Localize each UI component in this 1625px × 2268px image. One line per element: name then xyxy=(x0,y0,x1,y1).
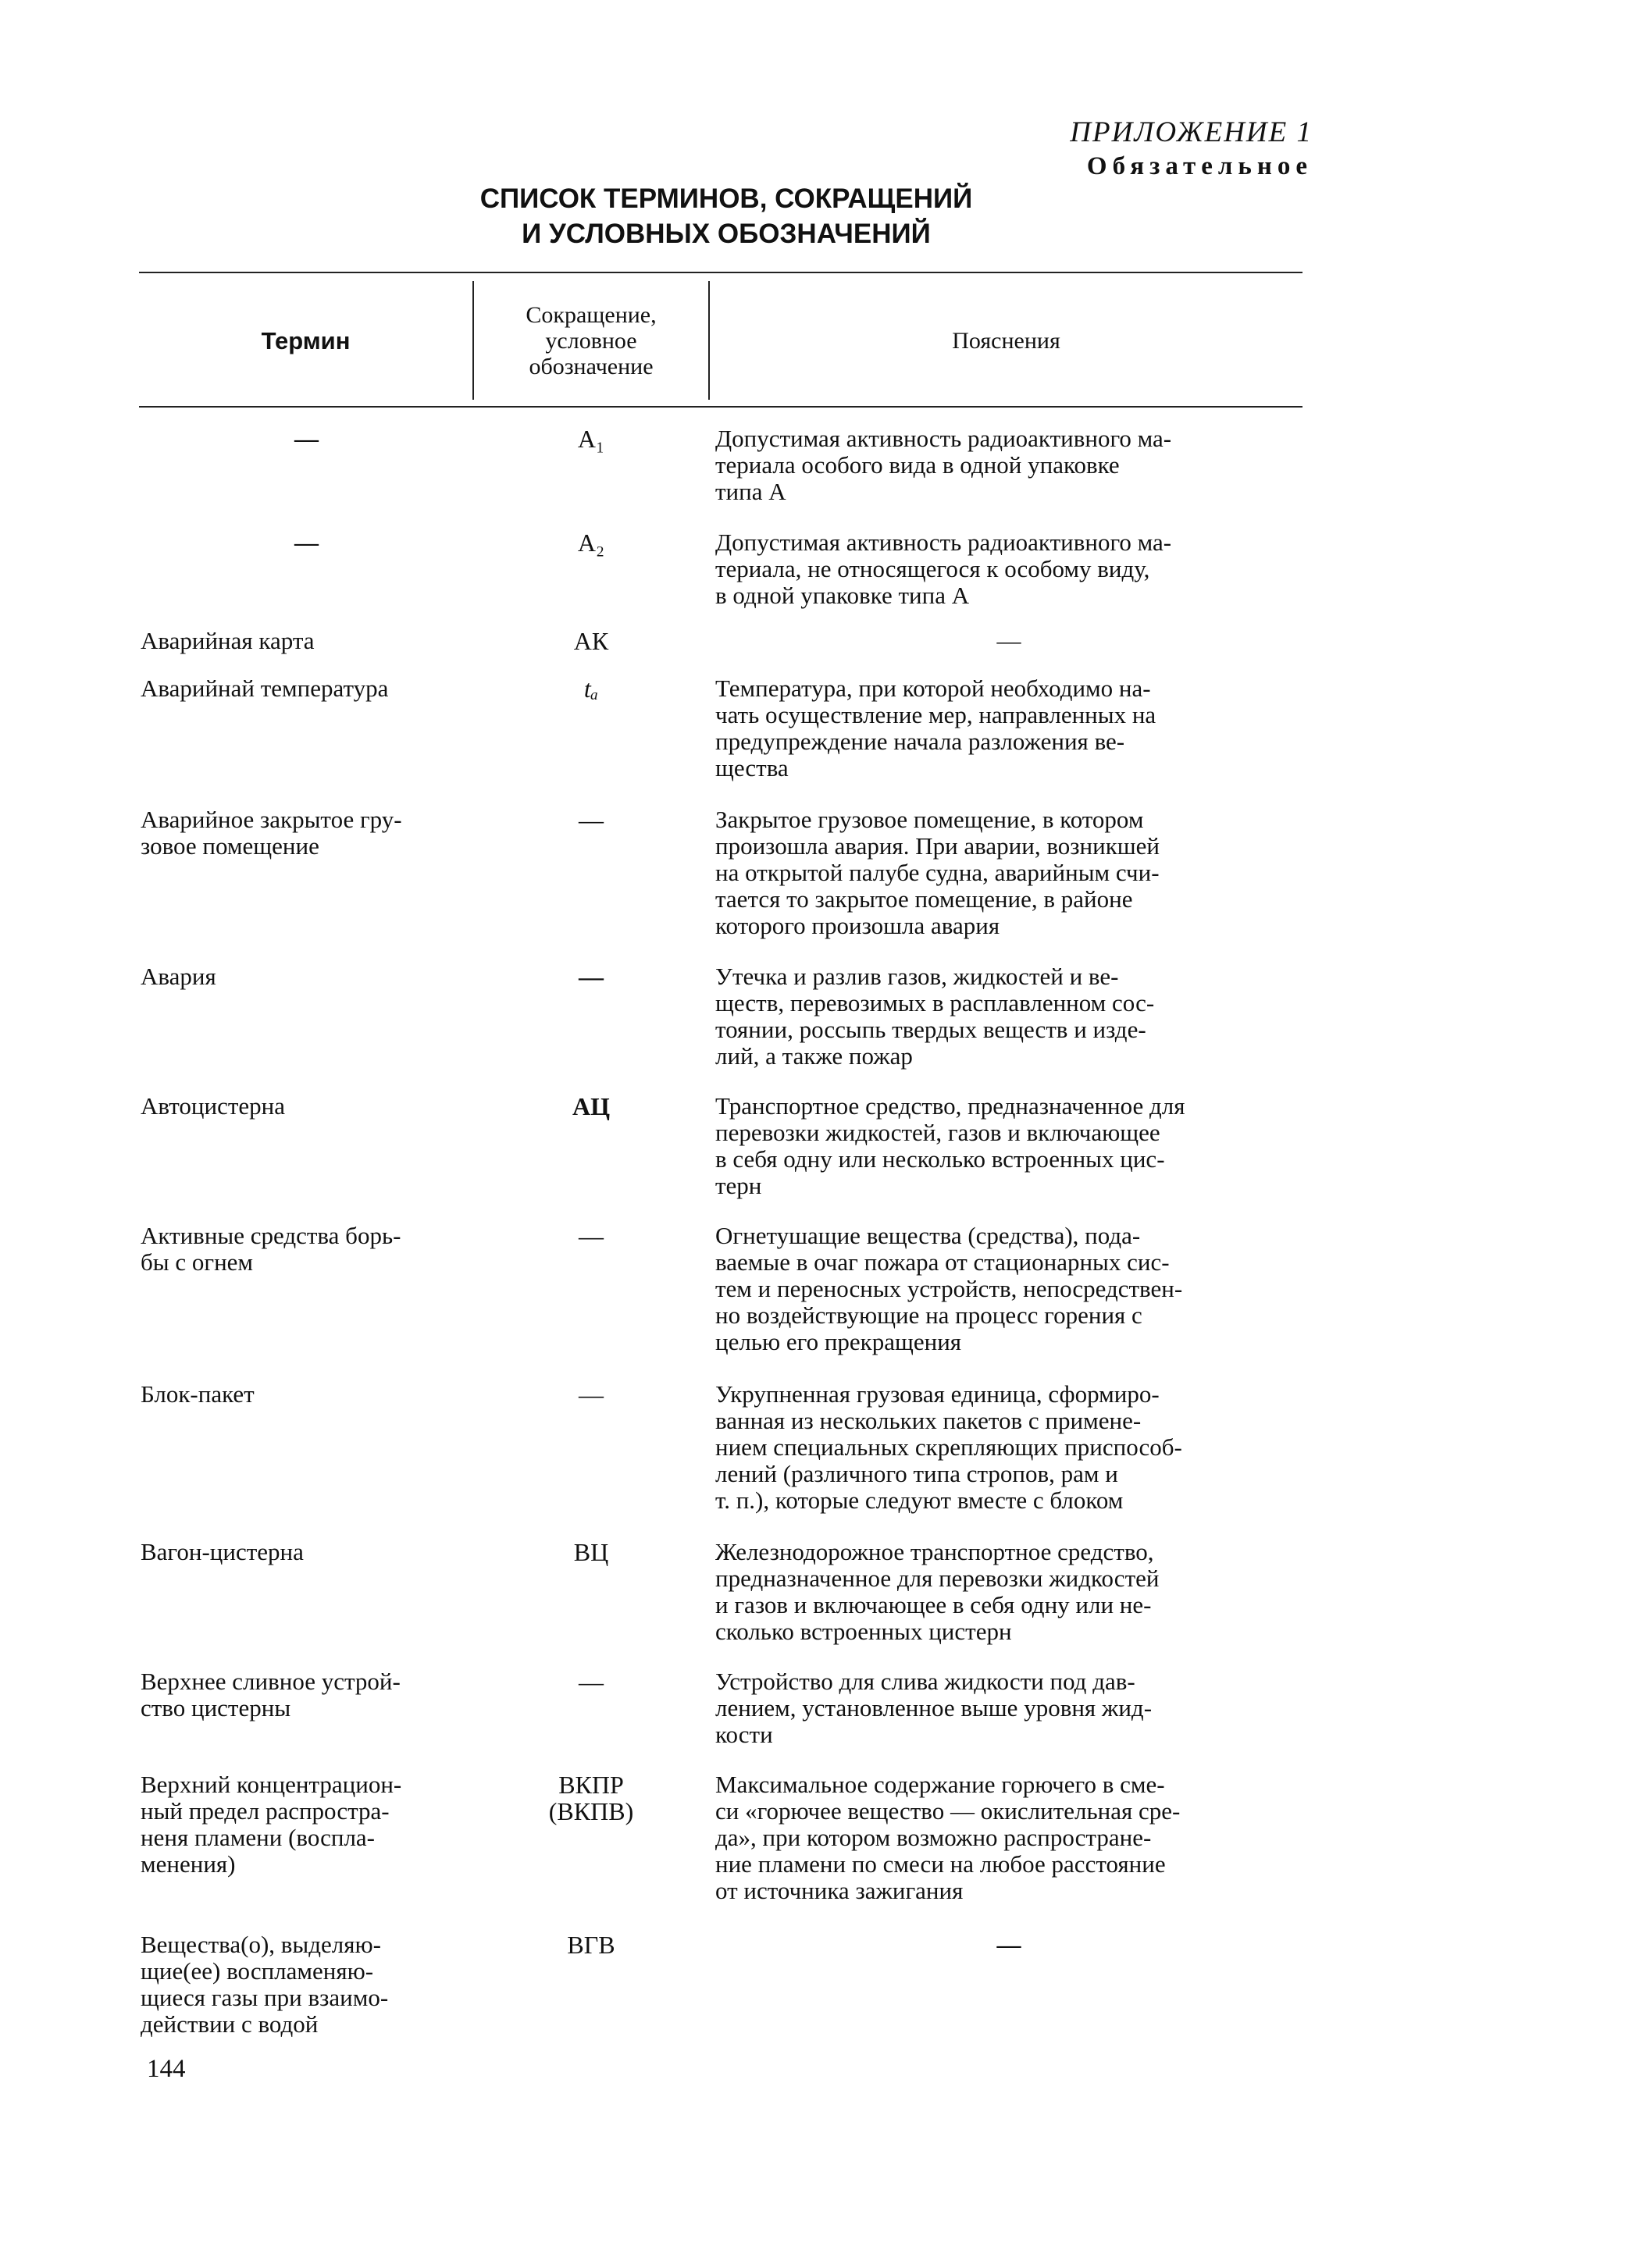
term-cell: Аварийное закрытое гру- зовое помещение xyxy=(141,806,402,860)
abbreviation-cell: A₂ xyxy=(577,529,605,557)
appendix-kind: Обязательное xyxy=(1086,152,1313,180)
explanation-cell: Закрытое грузовое помещение, в котором произошла авария. При аварии, возникшей на открытой палубе судна, аварийным счи- тается то закрытое помещение, в районе которого произошла авария xyxy=(715,806,1160,939)
header-explanation: Пояснения xyxy=(952,327,1060,354)
term-cell: Авария xyxy=(141,963,216,990)
header-term: Термин xyxy=(261,326,351,354)
abbreviation-cell: — xyxy=(579,1668,604,1696)
term-cell: Аварийная карта xyxy=(141,627,315,654)
term-cell: Верхний концентрацион- ный предел распростра- неня пламени (воспла- менения) xyxy=(141,1771,402,1878)
abbreviation-cell: — xyxy=(579,1380,604,1408)
title-line-2: И УСЛОВНЫХ ОБОЗНАЧЕНИЙ xyxy=(522,219,931,249)
abbreviation-cell: — xyxy=(579,1222,604,1250)
abbreviation-cell: ВГВ xyxy=(567,1931,615,1959)
term-cell: Активные средства борь- бы с огнем xyxy=(141,1222,401,1276)
explanation-cell: Огнетушащие вещества (средства), пода- ваемые в очаг пожара от стационарных сис- тем и переносных устройств, непосредствен- но воздействующие на процесс горения с целью его прекращения xyxy=(715,1222,1183,1355)
document-title xyxy=(359,181,1093,251)
title-line-1: СПИСОК ТЕРМИНОВ, СОКРАЩЕНИЙ xyxy=(479,183,973,214)
abbreviation-cell: ВЦ xyxy=(573,1538,609,1566)
abbreviation-cell: — xyxy=(579,806,604,834)
explanation-cell: Утечка и разлив газов, жидкостей и ве- ществ, перевозимых в расплавленном сос- тоянии, россыпь твердых веществ и изде- лий, а также пожар xyxy=(715,963,1155,1070)
header-bottom-rule xyxy=(139,406,1302,408)
abbreviation-cell: A₁ xyxy=(577,425,605,453)
abbreviation-cell: АЦ xyxy=(572,1092,610,1120)
term-cell: Автоцистерна xyxy=(141,1092,285,1120)
term-cell: — xyxy=(294,529,319,556)
explanation-cell: Температура, при которой необходимо на- чать осуществление мер, направленных на предупреждение начала разложения ве- щества xyxy=(715,675,1156,782)
page-number: 144 xyxy=(147,2055,186,2083)
abbreviation-cell: АК xyxy=(573,627,609,655)
term-cell: Верхнее сливное устрой- ство цистерны xyxy=(141,1668,401,1721)
abbreviation-cell: — xyxy=(579,963,604,991)
term-cell: Вагон-цистерна xyxy=(141,1538,304,1565)
explanation-cell: Укрупненная грузовая единица, сформиро- ванная из нескольких пакетов с примене- нием специальных скрепляющих приспособ- лений (различного типа стропов, рам и т. п.), которые следуют вместе с блоком xyxy=(715,1380,1182,1514)
abbreviation-cell: tₐ xyxy=(583,675,599,703)
explanation-cell: — xyxy=(996,1931,1021,1958)
term-cell: Вещества(о), выделяю- щие(ее) воспламеняю- щиеся газы при взаимо- действии с водой xyxy=(141,1931,389,2038)
term-cell: Аварийнай температура xyxy=(141,675,389,702)
appendix-label: ПРИЛОЖЕНИЕ 1 xyxy=(1070,116,1313,148)
appendix-header xyxy=(1070,116,1313,183)
explanation-cell: — xyxy=(996,627,1021,654)
explanation-cell: Допустимая активность радиоактивного ма- териала особого вида в одной упаковке типа А xyxy=(715,425,1172,505)
explanation-cell: Допустимая активность радиоактивного ма- териала, не относящегося к особому виду, в одной упаковке типа А xyxy=(715,529,1172,609)
explanation-cell: Железнодорожное транспортное средство, предназначенное для перевозки жидкостей и газов и включающее в себя одну или не- сколько встроенных цистерн xyxy=(715,1538,1160,1645)
table-top-rule xyxy=(139,272,1302,273)
explanation-cell: Устройство для слива жидкости под дав- лением, установленное выше уровня жид- кости xyxy=(715,1668,1153,1748)
abbreviation-cell: ВКПР (ВКПВ) xyxy=(548,1771,634,1825)
explanation-cell: Максимальное содержание горючего в сме- си «горючее вещество — окислительная сре- да», при котором возможно распростране- ние пламени по смеси на любое расстояние от источника зажигания xyxy=(715,1771,1181,1904)
term-cell: Блок-пакет xyxy=(141,1380,255,1408)
explanation-cell: Транспортное средство, предназначенное для перевозки жидкостей, газов и включающее в себя одну или несколько встроенных цис- терн xyxy=(715,1092,1185,1199)
term-cell: — xyxy=(294,425,319,452)
header-abbreviation: Сокращение, условное обозначение xyxy=(526,301,657,379)
